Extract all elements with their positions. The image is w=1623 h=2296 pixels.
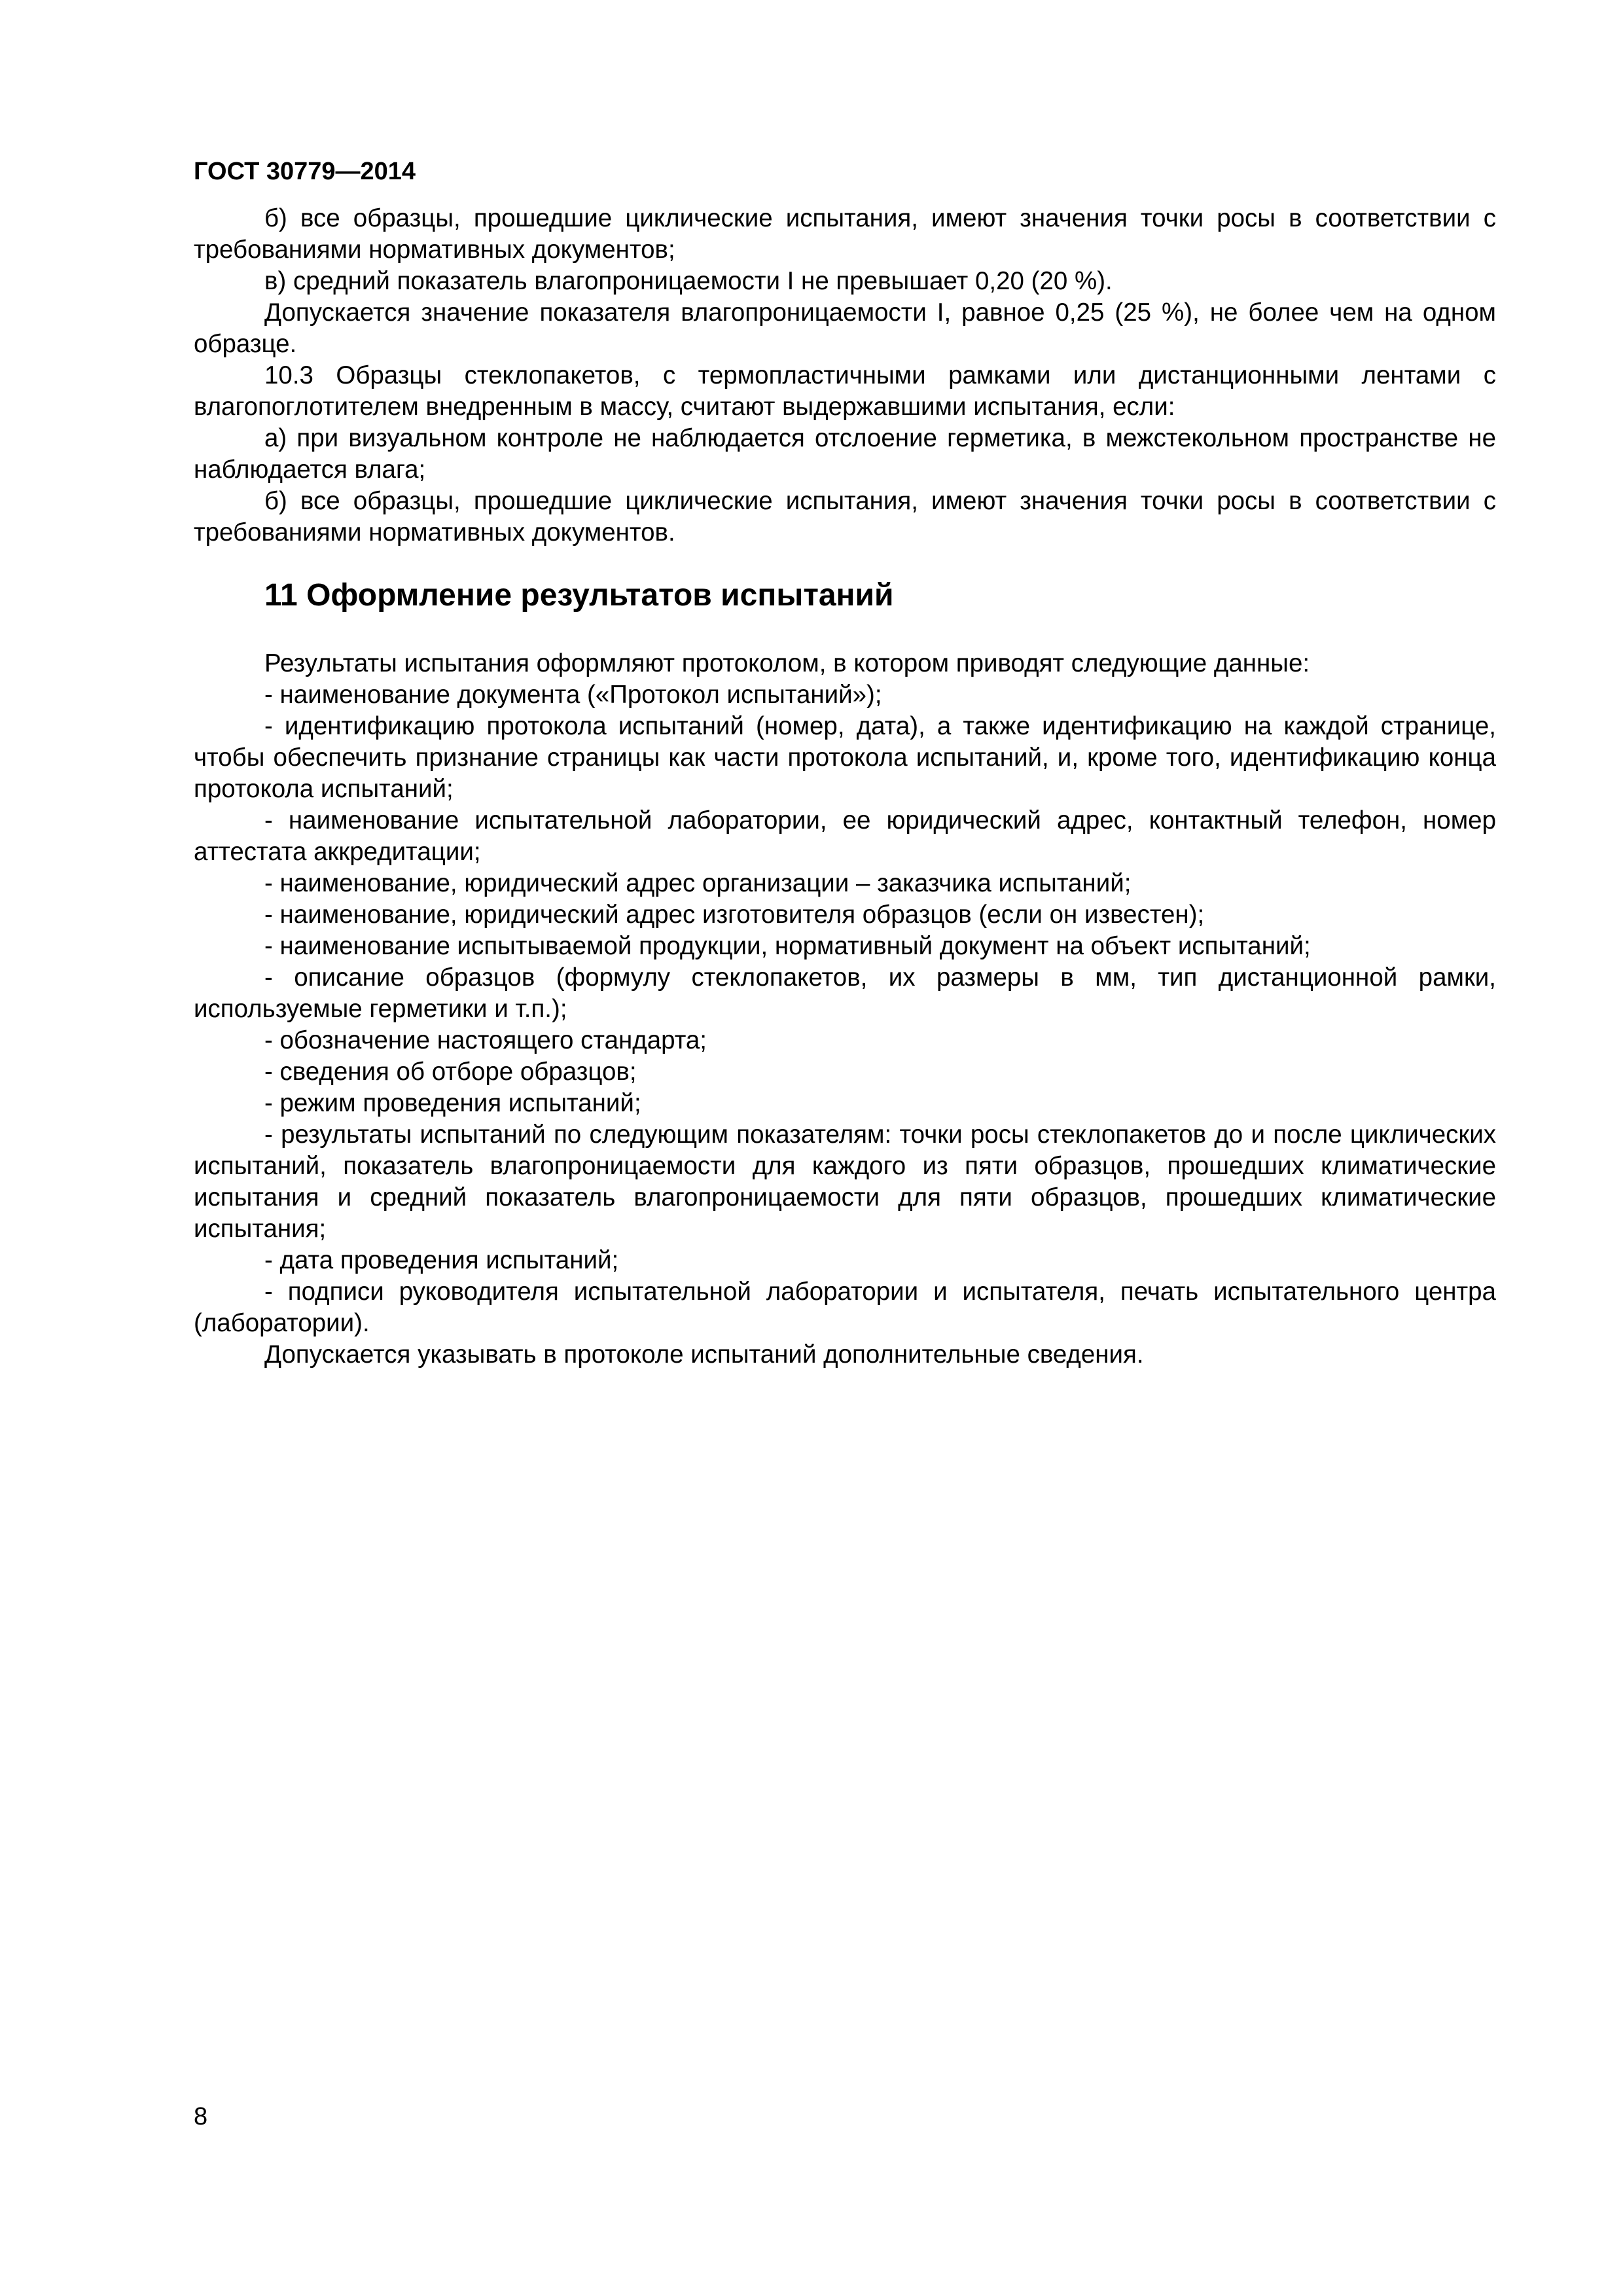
clause-10-continuation: [194, 203, 1496, 548]
paragraph-visual-check-a: а) при визуальном контроле не наблюдается отслоение герметика, в межстекольном пространстве не наблюдается влага;: [194, 424, 1496, 484]
list-item: - подписи руководителя испытательной лаборатории и испытателя, печать испытательного центра (лаборатории).: [194, 1278, 1496, 1337]
list-item: - наименование испытательной лаборатории, ее юридический адрес, контактный телефон, номер аттестата аккредитации;: [194, 806, 1496, 866]
paragraph-intro: Результаты испытания оформляют протоколом, в котором приводят следующие данные:: [264, 649, 1310, 677]
section-11-heading: 11 Оформление результатов испытаний: [264, 578, 894, 613]
document-number-header: ГОСТ 30779—2014: [194, 158, 416, 185]
list-item: - наименование испытываемой продукции, нормативный документ на объект испытаний;: [264, 932, 1311, 960]
list-item: - обозначение настоящего стандарта;: [264, 1026, 707, 1054]
list-item: - идентификацию протокола испытаний (номер, дата), а также идентификацию на каждой странице, чтобы обеспечить признание страницы как части протокола испытаний, и, кроме того, идентификацию конца протокола испытаний;: [194, 712, 1496, 803]
list-item: - режим проведения испытаний;: [264, 1089, 641, 1117]
paragraph-dew-point-b: б) все образцы, прошедшие циклические испытания, имеют значения точки росы в соответствии с требованиями нормативных документов;: [194, 204, 1496, 264]
paragraph-permeability-v: в) средний показатель влагопроницаемости I не превышает 0,20 (20 %).: [264, 267, 1113, 295]
list-item: - сведения об отборе образцов;: [264, 1058, 637, 1086]
list-item: - наименование документа («Протокол испытаний»);: [264, 681, 882, 709]
page-number: 8: [194, 2103, 208, 2130]
list-item: - результаты испытаний по следующим показателям: точки росы стеклопакетов до и после циклических испытаний, показатель влагопроницаемости для каждого из пяти образцов, прошедших климатические испытания и средний показатель влагопроницаемости для пяти образцов, прошедших климатические испытания;: [194, 1121, 1496, 1243]
list-item: - наименование, юридический адрес изготовителя образцов (если он известен);: [264, 901, 1205, 929]
paragraph-closing: Допускается указывать в протоколе испытаний дополнительные сведения.: [264, 1340, 1144, 1369]
list-item: - наименование, юридический адрес организации – заказчика испытаний;: [264, 869, 1132, 897]
paragraph-clause-10-3: 10.3 Образцы стеклопакетов, с термопластичными рамками или дистанционными лентами с влагопоглотителем внедренным в массу, считают выдержавшими испытания, если:: [194, 361, 1496, 421]
list-item: - описание образцов (формулу стеклопакетов, их размеры в мм, тип дистанционной рамки, используемые герметики и т.п.);: [194, 963, 1496, 1023]
paragraph-permeability-allowance: Допускается значение показателя влагопроницаемости I, равное 0,25 (25 %), не более чем на одном образце.: [194, 298, 1496, 358]
list-item: - дата проведения испытаний;: [264, 1246, 619, 1274]
section-11-body: [194, 648, 1496, 1371]
paragraph-dew-point-b-2: б) все образцы, прошедшие циклические испытания, имеют значения точки росы в соответствии с требованиями нормативных документов.: [194, 487, 1496, 547]
